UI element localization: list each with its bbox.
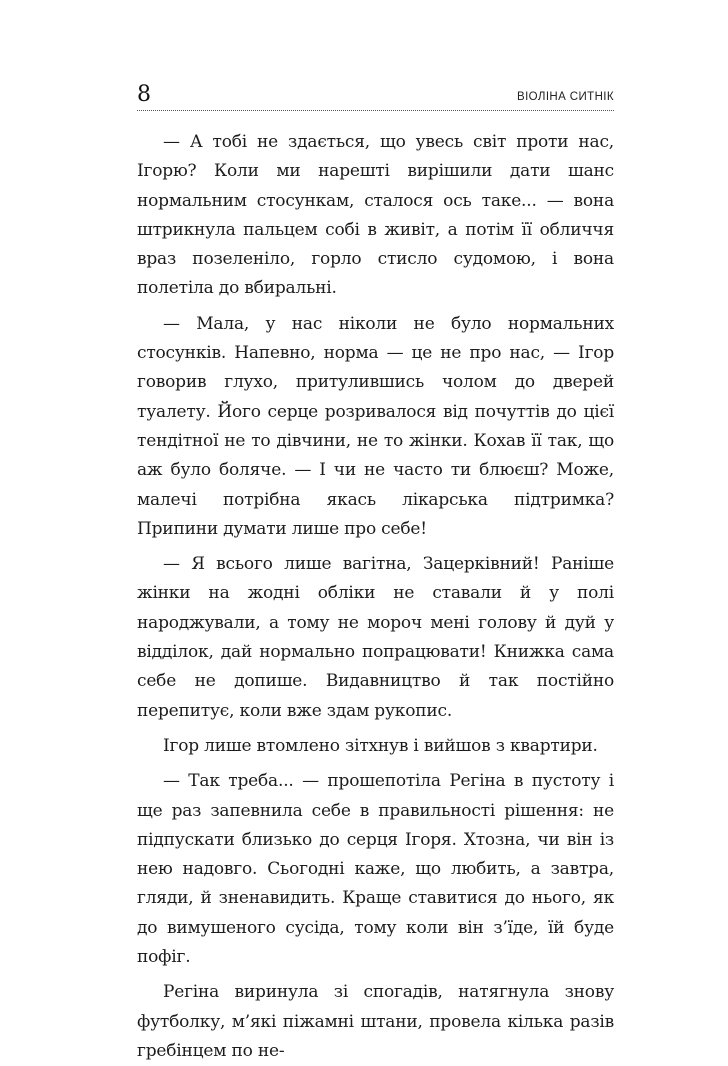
- paragraph: Регіна виринула зі спогадів, натягнула знову футболку, м’які піжамні штани, провела кілька разів гребінцем по не-: [137, 982, 614, 1061]
- body-text: [137, 128, 614, 1066]
- running-head: [137, 82, 614, 111]
- paragraph: — А тобі не здається, що увесь світ проти нас, Ігорю? Коли ми нарешті вирішили дати шанс нормальним стосункам, сталося ось таке... — вона штрикнула пальцем собі в живіт, а потім її обличчя враз позеленіло, горло стисло судомою, і вона полетіла до вбиральні.: [137, 132, 614, 299]
- paragraph: — Так треба... — прошепотіла Регіна в пустоту і ще раз запевнила себе в правильності рішення: не підпускати близько до серця Ігоря. Хтозна, чи він із нею надовго. Сьогодні каже, що любить, а завтра, гляди, й зненавидить. Краще ставитися до нього, як до вимушеного сусіда, тому коли він з’їде, їй буде пофіг.: [137, 771, 614, 968]
- author-name: ВІОЛІНА СИТНІК: [517, 91, 614, 103]
- page-number: 8: [137, 82, 151, 107]
- paragraph: — Я всього лише вагітна, Зацерківний! Раніше жінки на жодні обліки не ставали й у полі народжували, а тому не мороч мені голову й дуй у відділок, дай нормально попрацювати! Книжка сама себе не допише. Видавництво й так постійно перепитує, коли вже здам рукопис.: [137, 554, 614, 721]
- paragraph: Ігор лише втомлено зітхнув і вийшов з квартири.: [163, 735, 598, 756]
- paragraph: — Мала, у нас ніколи не було нормальних стосунків. Напевно, норма — це не про нас, — Ігор говорив глухо, притулившись чолом до дверей туалету. Його серце розривалося від почуттів до цієї тендітної не то дівчини, не то жінки. Кохав її так, що аж було боляче. — І чи не часто ти блюєш? Може, малечі потрібна якась лікарська підтримка? Припини думати лише про себе!: [137, 313, 614, 539]
